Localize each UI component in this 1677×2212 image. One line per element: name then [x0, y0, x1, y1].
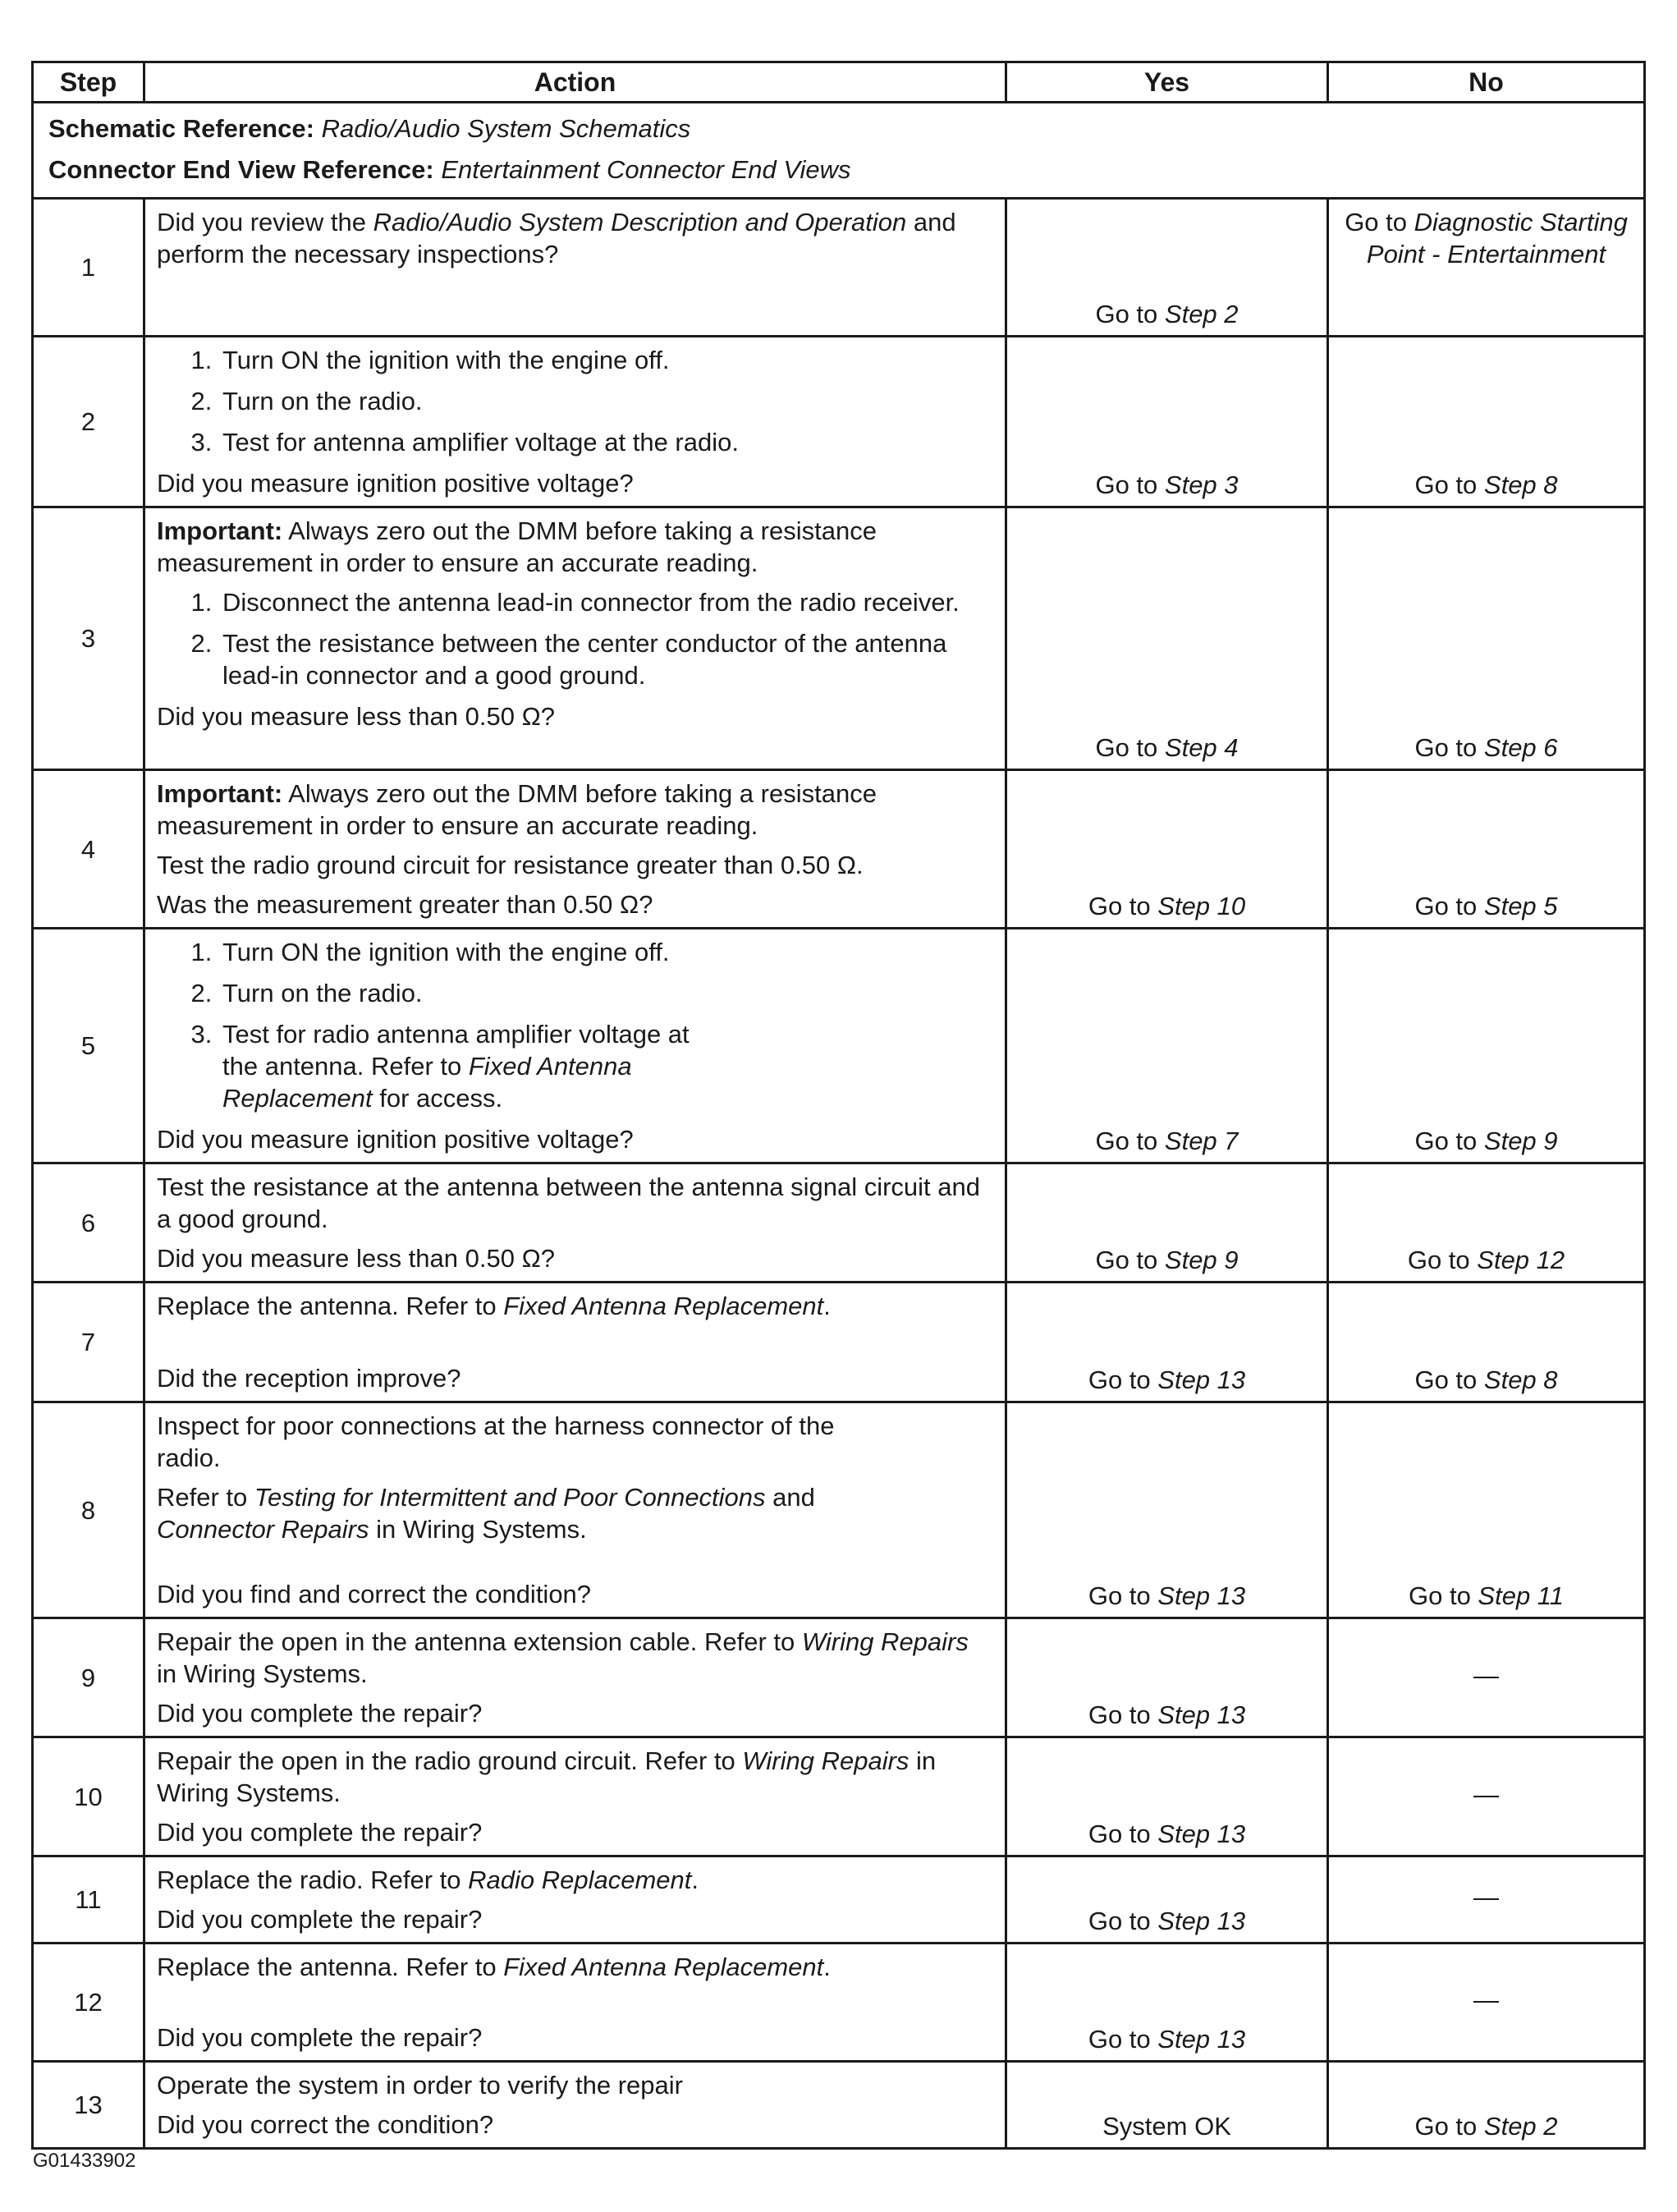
action-text: and perform the necessary inspections?	[157, 208, 956, 268]
substep-list	[157, 936, 993, 1114]
yes-text: Go to	[1088, 2025, 1158, 2054]
header-row	[33, 62, 1645, 103]
action-ref[interactable]: Radio Replacement	[468, 1866, 692, 1894]
yes-cell[interactable]	[1006, 929, 1328, 1163]
action-text-part: Replace the radio. Refer to	[157, 1866, 469, 1894]
yes-cell[interactable]	[1006, 770, 1328, 929]
substep-list	[157, 586, 993, 691]
action-cell	[144, 1283, 1006, 1402]
no-target: Step 5	[1483, 892, 1558, 920]
yes-target: Step 13	[1157, 1700, 1246, 1729]
table-row	[33, 929, 1645, 1163]
yes-target: Step 13	[1157, 2025, 1246, 2054]
action-text-part: and	[765, 1483, 815, 1512]
action-text: Test the resistance at the antenna between the antenna signal circuit and a good ground.	[157, 1173, 981, 1233]
table-row	[33, 1163, 1645, 1283]
yes-cell[interactable]	[1006, 1402, 1328, 1618]
action-cell	[144, 1402, 1006, 1618]
no-text: Go to	[1407, 1246, 1478, 1274]
action-text-part: .	[823, 1953, 831, 1981]
action-cell	[144, 1737, 1006, 1856]
important-label: Important:	[157, 516, 283, 545]
no-text: Go to	[1408, 1581, 1478, 1610]
no-target: Step 6	[1483, 733, 1558, 762]
schematic-reference	[48, 108, 1629, 149]
question: Did you complete the repair?	[157, 1699, 483, 1728]
step-number: 9	[33, 1618, 144, 1737]
substep-text: Test for radio antenna amplifier voltage at the antenna. Refer to	[222, 1020, 690, 1081]
question: Did you measure ignition positive voltage?	[157, 469, 634, 498]
action-text-part: .	[691, 1866, 699, 1894]
question: Did you measure less than 0.50 Ω?	[157, 1244, 555, 1273]
action-text-part: in Wiring Systems.	[157, 1659, 368, 1688]
step-number: 13	[33, 2062, 144, 2149]
no-target: Step 9	[1483, 1127, 1558, 1155]
no-target: Step 8	[1483, 1365, 1558, 1394]
no-cell[interactable]	[1328, 770, 1645, 929]
no-text: Go to	[1414, 1127, 1484, 1155]
action-ref[interactable]: Radio/Audio System Description and Operation	[373, 208, 907, 236]
action-cell	[144, 507, 1006, 770]
no-cell: —	[1328, 1737, 1645, 1856]
question: Did you complete the repair?	[157, 2023, 483, 2052]
table-row	[33, 1402, 1645, 1618]
table-row	[33, 199, 1645, 337]
table-row	[33, 1618, 1645, 1737]
substep	[219, 1018, 993, 1114]
table-row	[33, 337, 1645, 507]
action-text-part: Replace the antenna. Refer to	[157, 1953, 504, 1981]
connector-reference	[48, 149, 1629, 190]
yes-text: Go to	[1095, 1246, 1165, 1274]
action-ref[interactable]: Testing for Intermittent and Poor Connections	[254, 1483, 766, 1512]
header-yes: Yes	[1006, 62, 1328, 103]
header-step: Step	[33, 62, 144, 103]
table-row	[33, 507, 1645, 770]
action-text: Did you review the	[157, 208, 373, 236]
action-text	[157, 1951, 993, 1983]
connector-reference-link[interactable]: Entertainment Connector End Views	[441, 155, 851, 184]
action-text-part: Refer to	[157, 1483, 254, 1512]
action-ref[interactable]: Fixed Antenna Replacement	[503, 1953, 824, 1981]
no-cell[interactable]	[1328, 507, 1645, 770]
question: Did the reception improve?	[157, 1364, 461, 1393]
important-note	[157, 778, 993, 842]
yes-cell[interactable]	[1006, 337, 1328, 507]
action-text	[157, 1864, 993, 1896]
no-target: Step 2	[1483, 2112, 1558, 2141]
substep: 1. Turn ON the ignition with the engine off.	[219, 344, 993, 376]
action-ref[interactable]: Fixed Antenna Replacement	[222, 1052, 632, 1113]
action-text-part: Replace the antenna. Refer to	[157, 1292, 504, 1320]
connector-reference-label: Connector End View Reference:	[48, 155, 434, 184]
step-number: 10	[33, 1737, 144, 1856]
no-target: Diagnostic Starting Point - Entertainment	[1366, 208, 1628, 268]
no-cell[interactable]	[1328, 199, 1645, 337]
no-text: Go to	[1414, 470, 1484, 499]
no-cell[interactable]	[1328, 1163, 1645, 1283]
yes-text: Go to	[1095, 300, 1165, 328]
step-number: 11	[33, 1856, 144, 1944]
table-row	[33, 1283, 1645, 1402]
no-cell[interactable]	[1328, 1402, 1645, 1618]
yes-target: Step 13	[1157, 1581, 1246, 1610]
no-cell: —	[1328, 1618, 1645, 1737]
no-text: Go to	[1414, 733, 1484, 762]
action-cell	[144, 1618, 1006, 1737]
yes-cell[interactable]	[1006, 507, 1328, 770]
reference-cell	[33, 103, 1645, 199]
substep-list	[157, 344, 993, 458]
important-label: Important:	[157, 779, 283, 808]
step-number: 1	[33, 199, 144, 337]
reference-row	[33, 103, 1645, 199]
action-cell	[144, 770, 1006, 929]
yes-target: Step 4	[1164, 733, 1239, 762]
action-cell	[144, 2062, 1006, 2149]
important-text: Always zero out the DMM before taking a resistance measurement in order to ensure an accurate reading.	[157, 516, 877, 577]
yes-cell[interactable]	[1006, 1283, 1328, 1402]
action-text: Operate the system in order to verify the repair	[157, 2071, 683, 2100]
no-cell: —	[1328, 1944, 1645, 2062]
table-row	[33, 1856, 1645, 1944]
action-text: Test the radio ground circuit for resistance greater than 0.50 Ω.	[157, 851, 864, 879]
action-cell	[144, 337, 1006, 507]
yes-target: Step 9	[1164, 1246, 1239, 1274]
action-ref[interactable]: Wiring Repairs	[742, 1746, 910, 1775]
schematic-reference-link[interactable]: Radio/Audio System Schematics	[321, 114, 691, 143]
action-text-part: in Wiring Systems.	[157, 1746, 937, 1807]
yes-target: Step 10	[1157, 892, 1246, 920]
substep-text: for access.	[372, 1084, 503, 1113]
no-cell[interactable]	[1328, 929, 1645, 1163]
question: Did you find and correct the condition?	[157, 1580, 592, 1609]
action-text-part: Repair the open in the radio ground circuit. Refer to	[157, 1746, 743, 1775]
substep: 3. Test for antenna amplifier voltage at the radio.	[219, 426, 993, 458]
action-text	[157, 1290, 993, 1322]
no-cell: —	[1328, 1856, 1645, 1944]
action-text-part: Repair the open in the antenna extension cable. Refer to	[157, 1627, 802, 1656]
action-text	[157, 1745, 993, 1809]
yes-target: Step 7	[1164, 1127, 1239, 1155]
figure-code: G01433902	[33, 2150, 136, 2172]
yes-target: Step 13	[1157, 1365, 1246, 1394]
step-number: 7	[33, 1283, 144, 1402]
action-text	[157, 1626, 993, 1690]
no-text: Go to	[1414, 1365, 1484, 1394]
substep: 2. Turn on the radio.	[219, 385, 993, 417]
yes-cell[interactable]	[1006, 1618, 1328, 1737]
action-cell	[144, 1163, 1006, 1283]
yes-cell[interactable]	[1006, 1163, 1328, 1283]
step-number: 2	[33, 337, 144, 507]
action-ref[interactable]: Fixed Antenna Replacement	[503, 1292, 824, 1320]
yes-cell[interactable]: System OK	[1006, 2062, 1328, 2149]
schematic-reference-label: Schematic Reference:	[48, 114, 314, 143]
question: Did you measure ignition positive voltage?	[157, 1125, 634, 1154]
table-row	[33, 770, 1645, 929]
substep: 2. Turn on the radio.	[219, 977, 993, 1009]
no-text: Go to	[1414, 2112, 1484, 2141]
step-number: 8	[33, 1402, 144, 1618]
yes-cell[interactable]	[1006, 1737, 1328, 1856]
yes-text: Go to	[1095, 1127, 1165, 1155]
important-note	[157, 515, 993, 579]
no-cell[interactable]	[1328, 2062, 1645, 2149]
action-text-part: .	[823, 1292, 831, 1320]
no-target: Step 11	[1478, 1581, 1564, 1610]
diagnostic-table	[31, 61, 1646, 2150]
yes-target: Step 13	[1157, 1820, 1246, 1848]
step-number: 3	[33, 507, 144, 770]
yes-text: Go to	[1088, 1820, 1158, 1848]
action-cell	[144, 1944, 1006, 2062]
no-target: Step 8	[1483, 470, 1558, 499]
table-row	[33, 1944, 1645, 2062]
step-number: 5	[33, 929, 144, 1163]
step-number: 4	[33, 770, 144, 929]
header-action: Action	[144, 62, 1006, 103]
step-number: 12	[33, 1944, 144, 2062]
substep: 2. Test the resistance between the center conductor of the antenna lead-in connector and a good ground.	[219, 627, 993, 691]
yes-text: Go to	[1095, 470, 1165, 499]
important-text: Always zero out the DMM before taking a resistance measurement in order to ensure an accurate reading.	[157, 779, 877, 840]
no-cell[interactable]	[1328, 1283, 1645, 1402]
action-text-part: in Wiring Systems.	[369, 1515, 587, 1544]
no-text: Go to	[1345, 208, 1414, 236]
question: Did you measure less than 0.50 Ω?	[157, 702, 555, 731]
yes-text: Go to	[1088, 1581, 1158, 1610]
yes-text: Go to	[1088, 1365, 1158, 1394]
action-cell	[144, 1856, 1006, 1944]
yes-target: Step 13	[1157, 1907, 1246, 1935]
action-cell	[144, 199, 1006, 337]
step-number: 6	[33, 1163, 144, 1283]
yes-text: Go to	[1088, 1700, 1158, 1729]
yes-text: Go to	[1095, 733, 1165, 762]
no-cell[interactable]	[1328, 337, 1645, 507]
action-ref[interactable]: Connector Repairs	[157, 1515, 369, 1544]
header-no: No	[1328, 62, 1645, 103]
question: Did you correct the condition?	[157, 2110, 494, 2139]
table-row	[33, 2062, 1645, 2149]
no-target: Step 12	[1477, 1246, 1565, 1274]
yes-text: Go to	[1088, 1907, 1158, 1935]
action-ref[interactable]: Wiring Repairs	[801, 1627, 969, 1656]
action-cell	[144, 929, 1006, 1163]
yes-cell[interactable]	[1006, 1856, 1328, 1944]
table-row	[33, 1737, 1645, 1856]
yes-cell[interactable]	[1006, 199, 1328, 337]
yes-cell[interactable]	[1006, 1944, 1328, 2062]
yes-target: Step 2	[1164, 300, 1239, 328]
action-text: Inspect for poor connections at the harness connector of the radio.	[157, 1411, 835, 1472]
no-text: Go to	[1414, 892, 1484, 920]
yes-text: Go to	[1088, 892, 1158, 920]
action-ref-line	[157, 1481, 993, 1545]
question: Was the measurement greater than 0.50 Ω?	[157, 890, 653, 919]
question: Did you complete the repair?	[157, 1905, 483, 1934]
question: Did you complete the repair?	[157, 1818, 483, 1847]
substep: 1. Turn ON the ignition with the engine off.	[219, 936, 993, 968]
substep: 1. Disconnect the antenna lead-in connector from the radio receiver.	[219, 586, 993, 618]
yes-target: Step 3	[1164, 470, 1239, 499]
